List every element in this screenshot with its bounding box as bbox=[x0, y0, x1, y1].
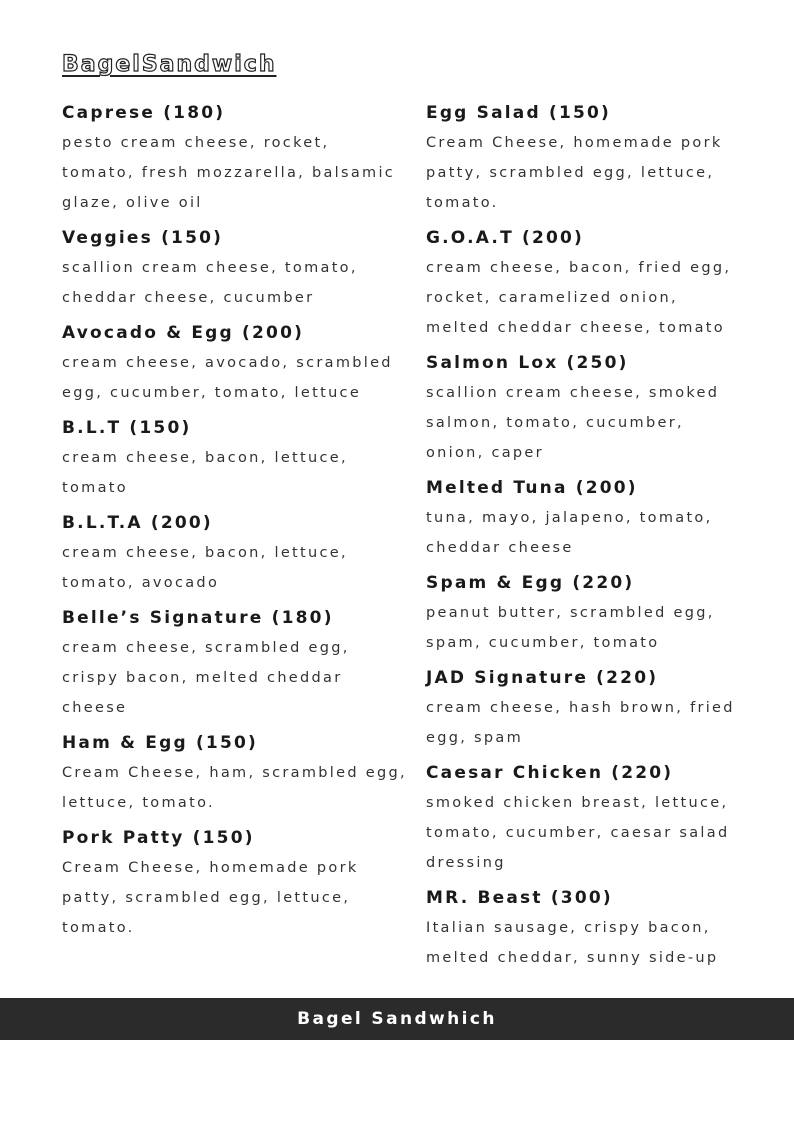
menu-item bbox=[426, 883, 746, 973]
menu-item-description: cream cheese, scrambled egg, crispy bacon, melted cheddar cheese bbox=[62, 640, 350, 716]
menu-item bbox=[62, 98, 407, 218]
menu-item-description: Cream Cheese, homemade pork patty, scrambled egg, lettuce, tomato. bbox=[62, 860, 359, 936]
menu-item bbox=[426, 348, 746, 468]
menu-item bbox=[62, 823, 407, 943]
menu-item-name: Belle’s Signature (180) bbox=[62, 608, 334, 628]
menu-item-name: JAD Signature (220) bbox=[426, 668, 659, 688]
menu-item bbox=[426, 223, 746, 343]
menu-item bbox=[62, 728, 407, 818]
menu-item-name: Caprese (180) bbox=[62, 103, 226, 123]
menu-item-name: B.L.T.A (200) bbox=[62, 513, 213, 533]
menu-item bbox=[426, 663, 746, 753]
menu-item-description: cream cheese, bacon, lettuce, tomato, avocado bbox=[62, 545, 348, 591]
menu-item-name: Salmon Lox (250) bbox=[426, 353, 629, 373]
menu-title: BagelSandwich bbox=[62, 52, 277, 77]
menu-item-description: cream cheese, hash brown, fried egg, spam bbox=[426, 700, 735, 746]
menu-item-name: Avocado & Egg (200) bbox=[62, 323, 305, 343]
menu-item-description: cream cheese, bacon, lettuce, tomato bbox=[62, 450, 348, 496]
menu-item-description: pesto cream cheese, rocket, tomato, fresh mozzarella, balsamic glaze, olive oil bbox=[62, 135, 396, 211]
menu-item-description: Italian sausage, crispy bacon, melted cheddar, sunny side-up bbox=[426, 920, 719, 966]
menu-item bbox=[426, 473, 746, 563]
menu-item bbox=[62, 318, 407, 408]
menu-item-description: smoked chicken breast, lettuce, tomato, cucumber, caesar salad dressing bbox=[426, 795, 730, 871]
menu-column-left bbox=[62, 98, 407, 948]
menu-item-description: cream cheese, avocado, scrambled egg, cucumber, tomato, lettuce bbox=[62, 355, 393, 401]
menu-column-right bbox=[426, 98, 746, 978]
menu-item bbox=[62, 413, 407, 503]
menu-item-description: Cream Cheese, homemade pork patty, scrambled egg, lettuce, tomato. bbox=[426, 135, 723, 211]
menu-item bbox=[62, 603, 407, 723]
menu-item-name: Caesar Chicken (220) bbox=[426, 763, 674, 783]
footer-label: Bagel Sandwhich bbox=[297, 1009, 497, 1029]
menu-item-name: Spam & Egg (220) bbox=[426, 573, 635, 593]
menu-item-description: peanut butter, scrambled egg, spam, cucumber, tomato bbox=[426, 605, 715, 651]
menu-item-description: Cream Cheese, ham, scrambled egg, lettuce, tomato. bbox=[62, 765, 407, 811]
menu-item-name: B.L.T (150) bbox=[62, 418, 192, 438]
footer-bar bbox=[0, 998, 794, 1040]
menu-item-name: Egg Salad (150) bbox=[426, 103, 611, 123]
menu-item bbox=[62, 508, 407, 598]
menu-item-name: Pork Patty (150) bbox=[62, 828, 255, 848]
menu-item-name: Melted Tuna (200) bbox=[426, 478, 638, 498]
menu-item bbox=[426, 758, 746, 878]
menu-item-description: cream cheese, bacon, fried egg, rocket, caramelized onion, melted cheddar cheese, tomato bbox=[426, 260, 732, 336]
menu-item-name: MR. Beast (300) bbox=[426, 888, 613, 908]
menu-item-name: Veggies (150) bbox=[62, 228, 224, 248]
menu-item bbox=[426, 98, 746, 218]
menu-item bbox=[62, 223, 407, 313]
menu-item-description: scallion cream cheese, tomato, cheddar cheese, cucumber bbox=[62, 260, 358, 306]
menu-item-description: tuna, mayo, jalapeno, tomato, cheddar cheese bbox=[426, 510, 713, 556]
menu-item-name: Ham & Egg (150) bbox=[62, 733, 258, 753]
menu-item-name: G.O.A.T (200) bbox=[426, 228, 585, 248]
menu-item bbox=[426, 568, 746, 658]
menu-item-description: scallion cream cheese, smoked salmon, tomato, cucumber, onion, caper bbox=[426, 385, 720, 461]
